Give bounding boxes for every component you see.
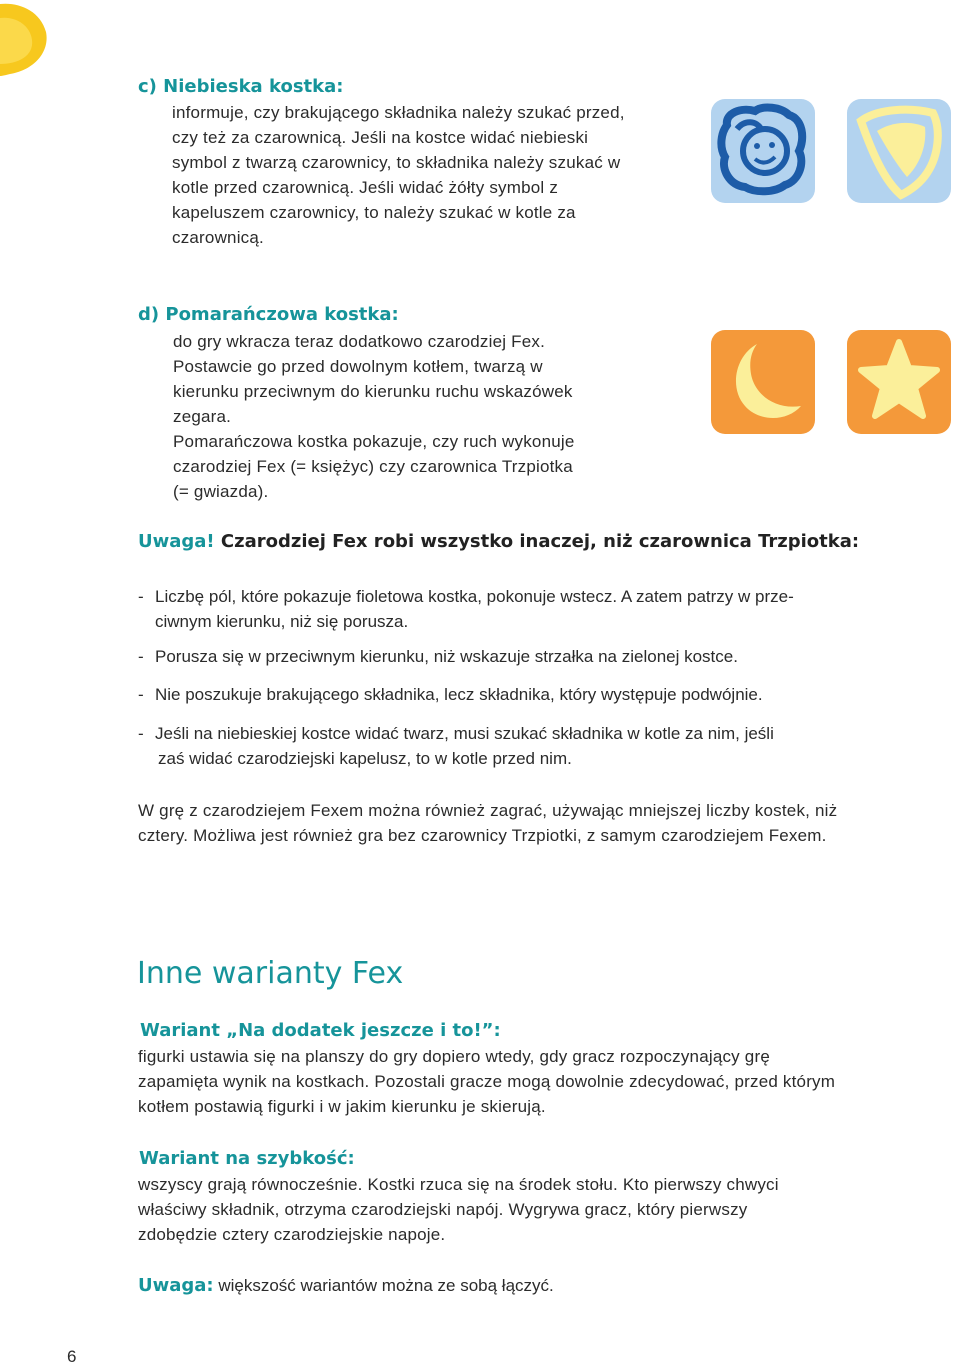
text-line: czarodziej Fex (= księżyc) czy czarownica Trzpiotka (173, 457, 573, 476)
text-line: zdobędzie cztery czarodziejskie napoje. (138, 1225, 446, 1244)
text-line: ciwnym kierunku, niż się porusza. (155, 612, 409, 631)
text-line: zegara. (173, 407, 232, 426)
list-item (138, 682, 858, 707)
variant-2-text (138, 1172, 918, 1247)
list-item (138, 721, 878, 771)
text-line: do gry wkracza teraz dodatkowo czarodziej Fex. (173, 332, 546, 351)
list-dash: - (138, 587, 144, 606)
warning-line (138, 529, 859, 555)
blue-die-hat-tile (847, 99, 951, 203)
list-item (138, 644, 858, 669)
text-line: zaś widać czarodziejski kapelusz, to w kotle przed nim. (158, 749, 572, 768)
text-line: czarownicą. (172, 228, 264, 247)
text-line: kapeluszem czarownicy, to należy szukać w kotle za (172, 203, 576, 222)
text-line: kotłem postawią figurki i w jakim kierunku je skierują. (138, 1097, 546, 1116)
text-line: zapamięta wynik na kostkach. Pozostali gracze mogą dowolnie zdecydować, przed którym (138, 1072, 836, 1091)
orange-die-moon-tile (711, 330, 815, 434)
text-line: kierunku przeciwnym do kierunku ruchu wskazówek (173, 382, 573, 401)
witch-face-icon (711, 99, 815, 203)
star-icon (847, 330, 951, 434)
text-line: Postawcie go przed dowolnym kotłem, twarzą w (173, 357, 543, 376)
text-line: Pomarańczowa kostka pokazuje, czy ruch wykonuje (173, 432, 575, 451)
text-line: cztery. Możliwa jest również gra bez czarownicy Trzpiotki, z samym czarodziejem Fexem. (138, 826, 827, 845)
text-line: Liczbę pól, które pokazuje fioletowa kostka, pokonuje wstecz. A zatem patrzy w prze- (155, 587, 794, 606)
warning-text: Czarodziej Fex robi wszystko inaczej, niż czarownica Trzpiotka: (214, 531, 860, 552)
list-dash: - (138, 647, 144, 666)
list-dash: - (138, 724, 144, 743)
variants-title: Inne warianty Fex (137, 956, 404, 991)
text-line: informuje, czy brakującego składnika należy szukać przed, (172, 103, 625, 122)
text-line: kotle przed czarownicą. Jeśli widać żółty symbol z (172, 178, 559, 197)
orange-die-star-tile (847, 330, 951, 434)
final-note-label: Uwaga: (138, 1275, 214, 1296)
text-line: symbol z twarzą czarownicy, to składnika należy szukać w (172, 153, 621, 172)
variant-2-heading: Wariant na szybkość: (139, 1148, 355, 1169)
text-line: wszyscy grają równocześnie. Kostki rzuca się na środek stołu. Kto pierwszy chwyci (138, 1175, 779, 1194)
section-c-heading: c) Niebieska kostka: (138, 76, 344, 97)
witch-hat-icon (847, 99, 951, 203)
sun-decoration-icon (0, 0, 50, 80)
text-line: Nie poszukuje brakującego składnika, lecz składnika, który występuje podwójnie. (155, 685, 763, 704)
moon-icon (711, 330, 815, 434)
final-note-text: większość wariantów można ze sobą łączyć. (213, 1276, 554, 1295)
final-note (138, 1273, 554, 1299)
text-line: (= gwiazda). (173, 482, 269, 501)
closing-paragraph (138, 798, 918, 848)
list-dash: - (138, 685, 144, 704)
list-item (138, 584, 858, 634)
section-c-text (172, 100, 692, 250)
variant-1-heading: Wariant „Na dodatek jeszcze i to!”: (140, 1020, 501, 1041)
text-line: W grę z czarodziejem Fexem można również zagrać, używając mniejszej liczby kostek, niż (138, 801, 838, 820)
text-line: właściwy składnik, otrzyma czarodziejski napój. Wygrywa gracz, który pierwszy (138, 1200, 748, 1219)
section-d-heading: d) Pomarańczowa kostka: (138, 304, 399, 325)
text-line: Jeśli na niebieskiej kostce widać twarz, musi szukać składnika w kotle za nim, jeśli (155, 724, 774, 743)
text-line: figurki ustawia się na planszy do gry dopiero wtedy, gdy gracz rozpoczynający grę (138, 1047, 770, 1066)
text-line: czy też za czarownicą. Jeśli na kostce widać niebieski (172, 128, 589, 147)
variant-1-text (138, 1044, 928, 1119)
page-number: 6 (67, 1347, 77, 1366)
section-d-text (173, 329, 673, 504)
warning-label: Uwaga! (138, 531, 215, 552)
text-line: Porusza się w przeciwnym kierunku, niż wskazuje strzałka na zielonej kostce. (155, 647, 738, 666)
blue-die-face-tile (711, 99, 815, 203)
